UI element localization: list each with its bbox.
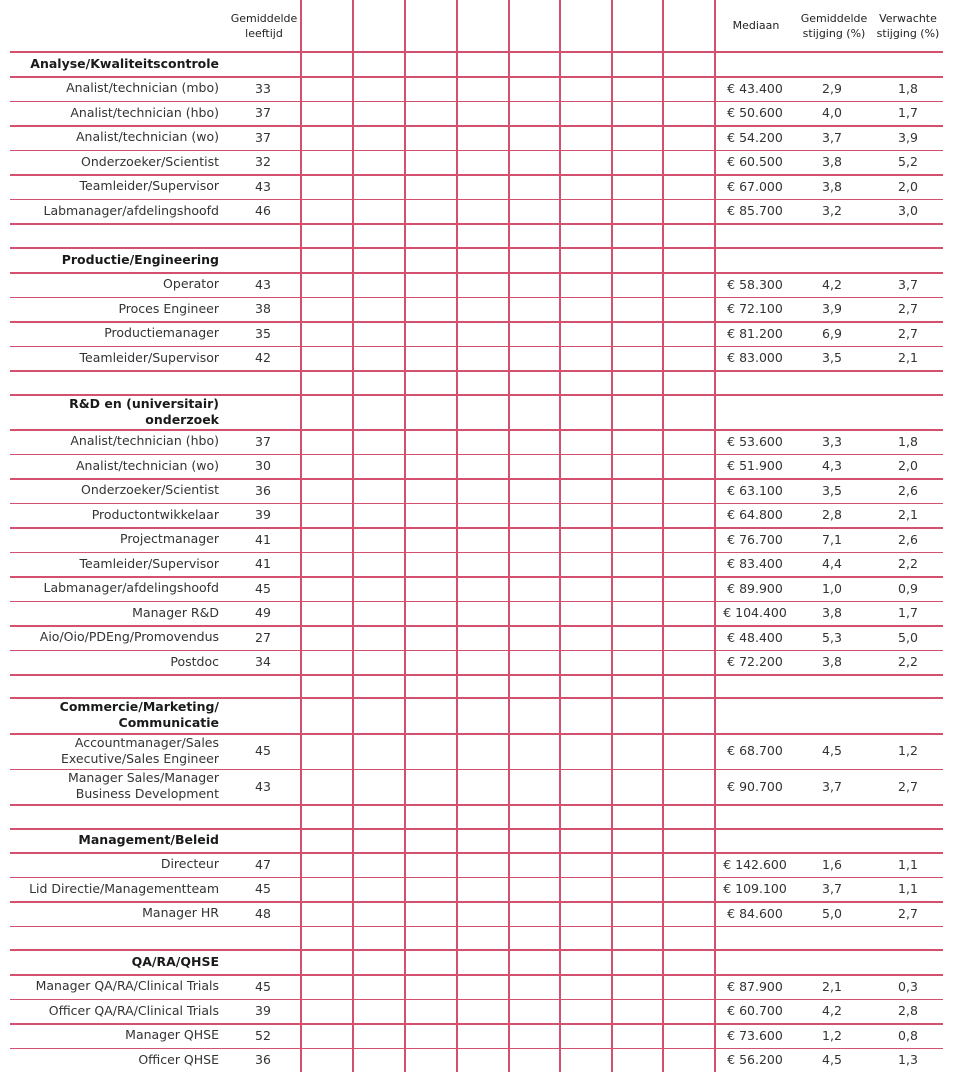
average-age: 45: [255, 978, 271, 994]
average-increase: 4,4: [822, 556, 842, 572]
median-salary: € 83.000: [727, 350, 783, 366]
median-salary: € 67.000: [727, 178, 783, 194]
average-increase: 3,5: [822, 350, 842, 366]
table-row: [10, 576, 943, 601]
average-age: 41: [255, 556, 271, 572]
grid-horizontal-line: [10, 926, 943, 928]
grid-horizontal-line: [10, 223, 943, 225]
average-increase: 3,8: [822, 605, 842, 621]
grid-horizontal-line: [10, 674, 943, 676]
function-name: Manager R&D: [132, 604, 219, 620]
average-increase: 5,3: [822, 629, 842, 645]
function-name: Manager Sales/Manager Business Development: [67, 770, 219, 802]
table-row: [10, 174, 943, 199]
function-name: Officer QHSE: [138, 1051, 219, 1067]
expected-increase: 1,8: [898, 80, 918, 96]
average-age: 36: [255, 1052, 271, 1068]
median-salary: € 90.700: [727, 778, 783, 794]
average-increase: 3,3: [822, 433, 842, 449]
median-salary: € 60.700: [727, 1003, 783, 1019]
average-age: 46: [255, 203, 271, 219]
average-age: 37: [255, 129, 271, 145]
function-name: Analist/technician (wo): [75, 129, 219, 145]
table-row: [10, 76, 943, 101]
table-row: [10, 321, 943, 346]
function-name: Labmanager/afdelingshoofd: [43, 580, 219, 596]
expected-increase: 0,3: [898, 978, 918, 994]
function-name: Manager QHSE: [125, 1027, 219, 1043]
table-row: [10, 346, 943, 371]
function-name: Teamleider/Supervisor: [79, 178, 219, 194]
average-age: 37: [255, 433, 271, 449]
average-increase: 1,6: [822, 856, 842, 872]
expected-increase: 2,6: [898, 531, 918, 547]
median-salary: € 84.600: [727, 905, 783, 921]
median-salary: € 104.400: [723, 605, 787, 621]
average-age: 42: [255, 350, 271, 366]
average-increase: 2,8: [822, 507, 842, 523]
average-age: 43: [255, 778, 271, 794]
average-age: 33: [255, 80, 271, 96]
expected-increase: 2,7: [898, 778, 918, 794]
median-salary: € 50.600: [727, 105, 783, 121]
expected-increase: 1,2: [898, 743, 918, 759]
median-salary: € 109.100: [723, 881, 787, 897]
average-age: 39: [255, 507, 271, 523]
table-row: [10, 852, 943, 877]
expected-increase: 2,2: [898, 654, 918, 670]
table-row: [10, 527, 943, 552]
table-row: [10, 769, 943, 805]
function-name: Teamleider/Supervisor: [79, 555, 219, 571]
average-age: 52: [255, 1027, 271, 1043]
average-increase: 3,8: [822, 154, 842, 170]
function-name: Lid Directie/Managementteam: [29, 880, 219, 896]
grid-horizontal-line: [10, 804, 943, 806]
expected-increase: 0,8: [898, 1027, 918, 1043]
function-name: Analist/technician (wo): [75, 457, 219, 473]
average-increase: 2,1: [822, 978, 842, 994]
section-header: [10, 394, 943, 429]
expected-increase: 5,0: [898, 629, 918, 645]
function-name: Productiemanager: [104, 325, 219, 341]
average-age: 48: [255, 905, 271, 921]
average-increase: 3,7: [822, 881, 842, 897]
table-row: [10, 478, 943, 503]
median-salary: € 54.200: [727, 129, 783, 145]
average-age: 47: [255, 856, 271, 872]
median-salary: € 73.600: [727, 1027, 783, 1043]
function-name: Analist/technician (hbo): [70, 104, 219, 120]
expected-increase: 0,9: [898, 580, 918, 596]
median-salary: € 48.400: [727, 629, 783, 645]
table-row: [10, 454, 943, 479]
average-age: 27: [255, 629, 271, 645]
table-row: [10, 974, 943, 999]
section-header: [10, 697, 943, 733]
average-increase: 3,7: [822, 778, 842, 794]
grid-horizontal-line: [10, 370, 943, 372]
table-row: [10, 150, 943, 175]
table-row: [10, 1023, 943, 1048]
expected-increase: 1,1: [898, 881, 918, 897]
expected-increase: 2,7: [898, 301, 918, 317]
median-salary: € 81.200: [727, 325, 783, 341]
table-row: [10, 272, 943, 297]
function-name: Projectmanager: [120, 531, 219, 547]
average-increase: 3,9: [822, 301, 842, 317]
expected-increase: 1,8: [898, 433, 918, 449]
table-row: [10, 877, 943, 902]
median-salary: € 43.400: [727, 80, 783, 96]
average-age: 30: [255, 458, 271, 474]
expected-increase: 2,0: [898, 178, 918, 194]
table-row: [10, 101, 943, 126]
average-increase: 3,2: [822, 203, 842, 219]
expected-increase: 3,7: [898, 276, 918, 292]
average-increase: 4,2: [822, 1003, 842, 1019]
expected-increase: 2,7: [898, 905, 918, 921]
average-increase: 3,7: [822, 129, 842, 145]
average-increase: 3,5: [822, 482, 842, 498]
average-increase: 2,9: [822, 80, 842, 96]
function-name: Labmanager/afdelingshoofd: [43, 202, 219, 218]
expected-increase: 2,2: [898, 556, 918, 572]
median-salary: € 142.600: [723, 856, 787, 872]
average-increase: 4,2: [822, 276, 842, 292]
function-name: Directeur: [160, 856, 219, 872]
section-title: QA/RA/QHSE: [131, 953, 219, 969]
function-name: Proces Engineer: [118, 300, 219, 316]
function-name: Onderzoeker/Scientist: [81, 482, 219, 498]
table-row: [10, 901, 943, 926]
average-age: 45: [255, 580, 271, 596]
median-salary: € 89.900: [727, 580, 783, 596]
section-header: [10, 828, 943, 852]
expected-increase: 3,9: [898, 129, 918, 145]
median-salary: € 60.500: [727, 154, 783, 170]
average-age: 36: [255, 482, 271, 498]
average-increase: 6,9: [822, 325, 842, 341]
expected-increase: 1,1: [898, 856, 918, 872]
header-median: Mediaan: [732, 19, 780, 32]
average-age: 45: [255, 881, 271, 897]
function-name: Aio/Oio/PDEng/Promovendus: [39, 629, 219, 645]
median-salary: € 72.200: [727, 654, 783, 670]
average-increase: 7,1: [822, 531, 842, 547]
header-age: Gemiddelde leeftijd: [230, 11, 298, 40]
table-row: [10, 199, 943, 224]
average-age: 45: [255, 743, 271, 759]
section-header: [10, 949, 943, 974]
median-salary: € 51.900: [727, 458, 783, 474]
average-age: 37: [255, 105, 271, 121]
average-increase: 4,5: [822, 1052, 842, 1068]
expected-increase: 3,0: [898, 203, 918, 219]
section-title: Commercie/Marketing/ Communicatie: [59, 699, 219, 730]
section-title: Productie/Engineering: [61, 251, 219, 267]
median-salary: € 53.600: [727, 433, 783, 449]
average-age: 35: [255, 325, 271, 341]
function-name: Productontwikkelaar: [91, 506, 219, 522]
expected-increase: 5,2: [898, 154, 918, 170]
table-row: [10, 503, 943, 528]
function-name: Accountmanager/Sales Executive/Sales Engineer: [61, 734, 219, 766]
median-salary: € 85.700: [727, 203, 783, 219]
median-salary: € 87.900: [727, 978, 783, 994]
average-increase: 3,8: [822, 178, 842, 194]
section-header: [10, 51, 943, 76]
function-name: Manager HR: [142, 905, 219, 921]
section-title: R&D en (universitair) onderzoek: [69, 395, 219, 427]
median-salary: € 64.800: [727, 507, 783, 523]
header-expected-increase: Verwachte stijging (%): [876, 11, 940, 40]
average-age: 49: [255, 605, 271, 621]
table-row: [10, 999, 943, 1024]
average-increase: 1,0: [822, 580, 842, 596]
median-salary: € 72.100: [727, 301, 783, 317]
expected-increase: 2,0: [898, 458, 918, 474]
function-name: Analist/technician (hbo): [70, 433, 219, 449]
function-name: Manager QA/RA/Clinical Trials: [35, 978, 219, 994]
expected-increase: 1,7: [898, 105, 918, 121]
expected-increase: 2,1: [898, 350, 918, 366]
table-row: [10, 125, 943, 150]
average-age: 41: [255, 531, 271, 547]
table-row: [10, 1048, 943, 1073]
table-row: [10, 650, 943, 675]
header-avg-increase: Gemiddelde stijging (%): [800, 11, 868, 40]
median-salary: € 58.300: [727, 276, 783, 292]
section-title: Management/Beleid: [78, 832, 219, 847]
expected-increase: 2,1: [898, 507, 918, 523]
average-age: 32: [255, 154, 271, 170]
expected-increase: 1,7: [898, 605, 918, 621]
function-name: Officer QA/RA/Clinical Trials: [48, 1002, 219, 1018]
average-increase: 1,2: [822, 1027, 842, 1043]
table-row: [10, 601, 943, 626]
average-increase: 4,3: [822, 458, 842, 474]
median-salary: € 83.400: [727, 556, 783, 572]
average-age: 43: [255, 178, 271, 194]
expected-increase: 1,3: [898, 1052, 918, 1068]
function-name: Operator: [163, 276, 219, 292]
section-header: [10, 247, 943, 272]
expected-increase: 2,7: [898, 325, 918, 341]
table-row: [10, 733, 943, 769]
median-salary: € 56.200: [727, 1052, 783, 1068]
average-age: 34: [255, 654, 271, 670]
average-age: 39: [255, 1003, 271, 1019]
average-increase: 4,0: [822, 105, 842, 121]
expected-increase: 2,8: [898, 1003, 918, 1019]
average-age: 43: [255, 276, 271, 292]
average-increase: 5,0: [822, 905, 842, 921]
average-age: 38: [255, 301, 271, 317]
function-name: Postdoc: [170, 653, 219, 669]
median-salary: € 76.700: [727, 531, 783, 547]
function-name: Teamleider/Supervisor: [79, 349, 219, 365]
table-row: [10, 297, 943, 322]
table-row: [10, 552, 943, 577]
function-name: Onderzoeker/Scientist: [81, 153, 219, 169]
average-increase: 4,5: [822, 743, 842, 759]
section-title: Analyse/Kwaliteitscontrole: [30, 55, 219, 71]
expected-increase: 2,6: [898, 482, 918, 498]
average-increase: 3,8: [822, 654, 842, 670]
function-name: Analist/technician (mbo): [66, 80, 219, 96]
median-salary: € 63.100: [727, 482, 783, 498]
median-salary: € 68.700: [727, 743, 783, 759]
table-row: [10, 625, 943, 650]
table-row: [10, 429, 943, 454]
